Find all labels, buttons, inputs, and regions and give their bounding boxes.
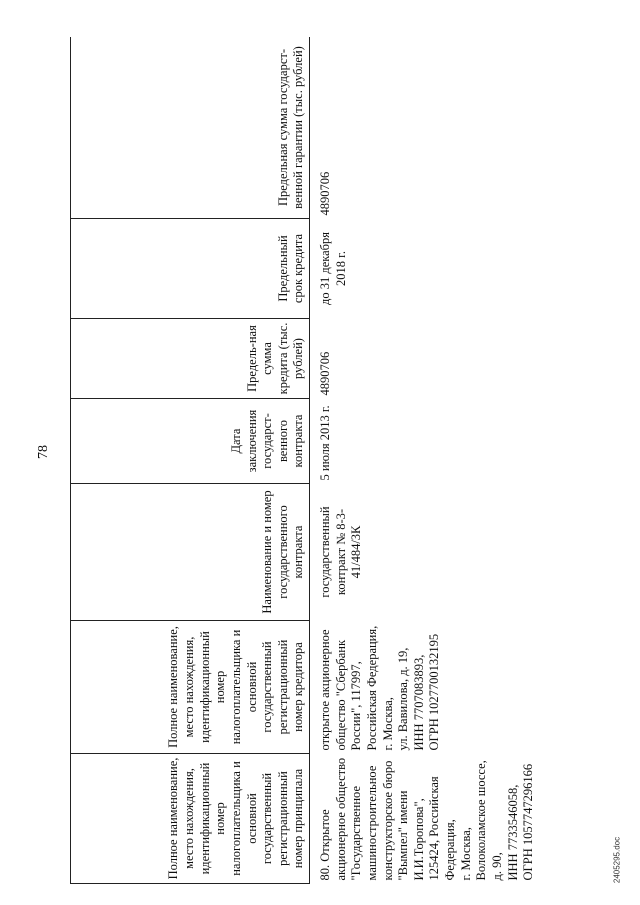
header-contract: Наименование и номер государственного контракта — [71, 484, 310, 621]
header-credit-amount: Предель-ная сумма кредита (тыс. рублей) — [71, 319, 310, 399]
cell-credit-amount: 4890706 — [318, 351, 332, 396]
creditor-line: открытое акционерное общество "Сбербанк России", 117997, Российская Федерация, — [318, 625, 379, 751]
cell-principal — [310, 754, 539, 884]
guarantee-table — [70, 37, 539, 884]
cell-contract-date: 5 июля 2013 г. — [318, 405, 332, 481]
principal-line: г. Москва, — [458, 827, 473, 881]
principal-line: ИНН 7733546058, — [505, 784, 520, 881]
header-creditor: Полное наименование, место нахождения, идентификационный номер налогоплательщика и основной государственный регистрационный номер кредитора — [71, 621, 310, 754]
creditor-line: ул. Вавилова, д. 19, — [396, 647, 411, 751]
page-number: 78 — [36, 445, 51, 459]
header-principal: Полное наименование, место нахождения, идентификационный номер налогоплательщика и основной государственный регистрационный номер принципала — [71, 754, 310, 884]
table-row — [310, 37, 539, 884]
principal-line: ОГРН 1057747296166 — [521, 763, 536, 881]
principal-line: 80. Открытое акционерное общество "Государственное машиностроительное конструкторское бюро "Вымпел" имени И.И.Торопова", — [318, 757, 426, 881]
principal-line: Волоколамское шоссе, д. 90, — [474, 760, 504, 881]
document-file-code: 2405295.doc — [612, 836, 622, 884]
header-contract-date: Дата заключения государст-венного контракта — [71, 399, 310, 484]
creditor-line: г. Москва, — [380, 697, 395, 751]
landscape-frame — [70, 37, 602, 884]
rotated-page-content — [70, 37, 602, 884]
cell-credit-term: до 31 декабря 2018 г. — [318, 231, 348, 306]
cell-guarantee-amount: 4890706 — [318, 171, 332, 216]
table-header-row — [71, 37, 310, 884]
creditor-line: ИНН 7707083893, — [411, 654, 426, 751]
creditor-line: ОГРН 1027700132195 — [427, 633, 442, 751]
cell-contract: государственный контракт № 8-3-41/484/3К — [318, 506, 364, 598]
principal-line: 125424, Российская Федерация, — [427, 776, 457, 881]
cell-creditor — [310, 621, 539, 754]
header-credit-term: Предельный срок кредита — [71, 219, 310, 319]
header-guarantee-amount: Предельная сумма государст-венной гарантии (тыс. рублей) — [71, 37, 310, 219]
